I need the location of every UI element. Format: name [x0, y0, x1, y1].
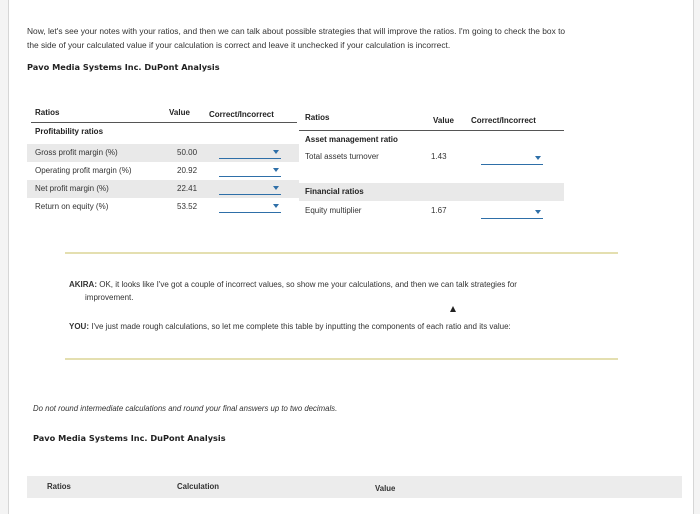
row-label: Operating profit margin (%) — [35, 166, 132, 175]
row-label: Return on equity (%) — [35, 202, 109, 211]
row-label: Net profit margin (%) — [35, 184, 109, 193]
table-row — [299, 148, 564, 166]
row-value: 1.43 — [431, 152, 447, 161]
table-row — [27, 162, 299, 180]
akira-line-2: improvement. — [85, 293, 134, 302]
chevron-down-icon — [535, 210, 541, 214]
row-label: Gross profit margin (%) — [35, 148, 118, 157]
speaker-you: YOU: — [69, 322, 89, 331]
chevron-down-icon — [273, 186, 279, 190]
row-value: 50.00 — [177, 148, 198, 157]
row-label: Equity multiplier — [305, 206, 362, 215]
row-value: 53.52 — [177, 202, 198, 211]
col-header-ratios: Ratios — [47, 482, 71, 491]
col-header-value: Value — [169, 108, 190, 117]
intro-line-1: Now, let's see your notes with your ratios, and then we can talk about possible strategies that will improve the ratios. I'm going to check the box to — [27, 26, 566, 36]
divider — [65, 358, 618, 360]
col-header-correct: Correct/Incorrect — [471, 116, 536, 125]
akira-message — [69, 278, 609, 304]
correct-incorrect-dropdown[interactable] — [481, 152, 543, 165]
col-header-ratios: Ratios — [35, 108, 60, 117]
calculation-table-header — [27, 476, 682, 498]
table-row — [27, 180, 299, 198]
col-header-correct: Correct/Incorrect — [209, 110, 274, 119]
rounding-note: Do not round intermediate calculations and round your final answers up to two decimals. — [33, 404, 338, 413]
col-header-value: Value — [375, 484, 396, 493]
row-value: 1.67 — [431, 206, 447, 215]
correct-incorrect-dropdown[interactable] — [481, 206, 543, 219]
you-text: I've just made rough calculations, so let me complete this table by inputting the components of each ratio and its value: — [91, 322, 511, 331]
row-value: 20.92 — [177, 166, 198, 175]
dupont-title-2: Pavo Media Systems Inc. DuPont Analysis — [33, 433, 226, 443]
asset-financial-table — [299, 110, 564, 222]
content-panel — [8, 0, 694, 514]
divider — [65, 252, 618, 254]
chevron-down-icon — [273, 150, 279, 154]
profitability-table — [27, 106, 297, 218]
section-row — [299, 183, 564, 201]
chevron-down-icon — [273, 204, 279, 208]
row-label: Total assets turnover — [305, 152, 379, 161]
correct-incorrect-dropdown[interactable] — [219, 164, 281, 177]
table-row — [299, 202, 564, 220]
dupont-title: Pavo Media Systems Inc. DuPont Analysis — [27, 62, 220, 72]
intro-text — [27, 24, 667, 52]
akira-line-1: OK, it looks like I've got a couple of incorrect values, so show me your calculations, and then we can talk strategies for — [99, 280, 517, 289]
header-rule — [299, 130, 564, 131]
col-header-value: Value — [433, 116, 454, 125]
correct-incorrect-dropdown[interactable] — [219, 200, 281, 213]
correct-incorrect-dropdown[interactable] — [219, 182, 281, 195]
col-header-calculation: Calculation — [177, 482, 220, 491]
speaker-akira: AKIRA: — [69, 280, 97, 289]
table-row — [27, 198, 299, 216]
chevron-down-icon — [273, 168, 279, 172]
col-header-ratios: Ratios — [305, 113, 330, 122]
section-asset-management: Asset management ratio — [305, 135, 398, 144]
section-financial: Financial ratios — [305, 187, 364, 196]
table-row — [27, 144, 299, 162]
chevron-down-icon — [535, 156, 541, 160]
cursor-icon — [450, 306, 456, 312]
intro-line-2: the side of your calculated value if your calculation is correct and leave it unchecked if your calculation is incorrect. — [27, 40, 451, 50]
you-message — [69, 320, 629, 333]
correct-incorrect-dropdown[interactable] — [219, 146, 281, 159]
row-value: 22.41 — [177, 184, 198, 193]
section-profitability: Profitability ratios — [35, 127, 104, 136]
header-rule — [31, 122, 297, 123]
